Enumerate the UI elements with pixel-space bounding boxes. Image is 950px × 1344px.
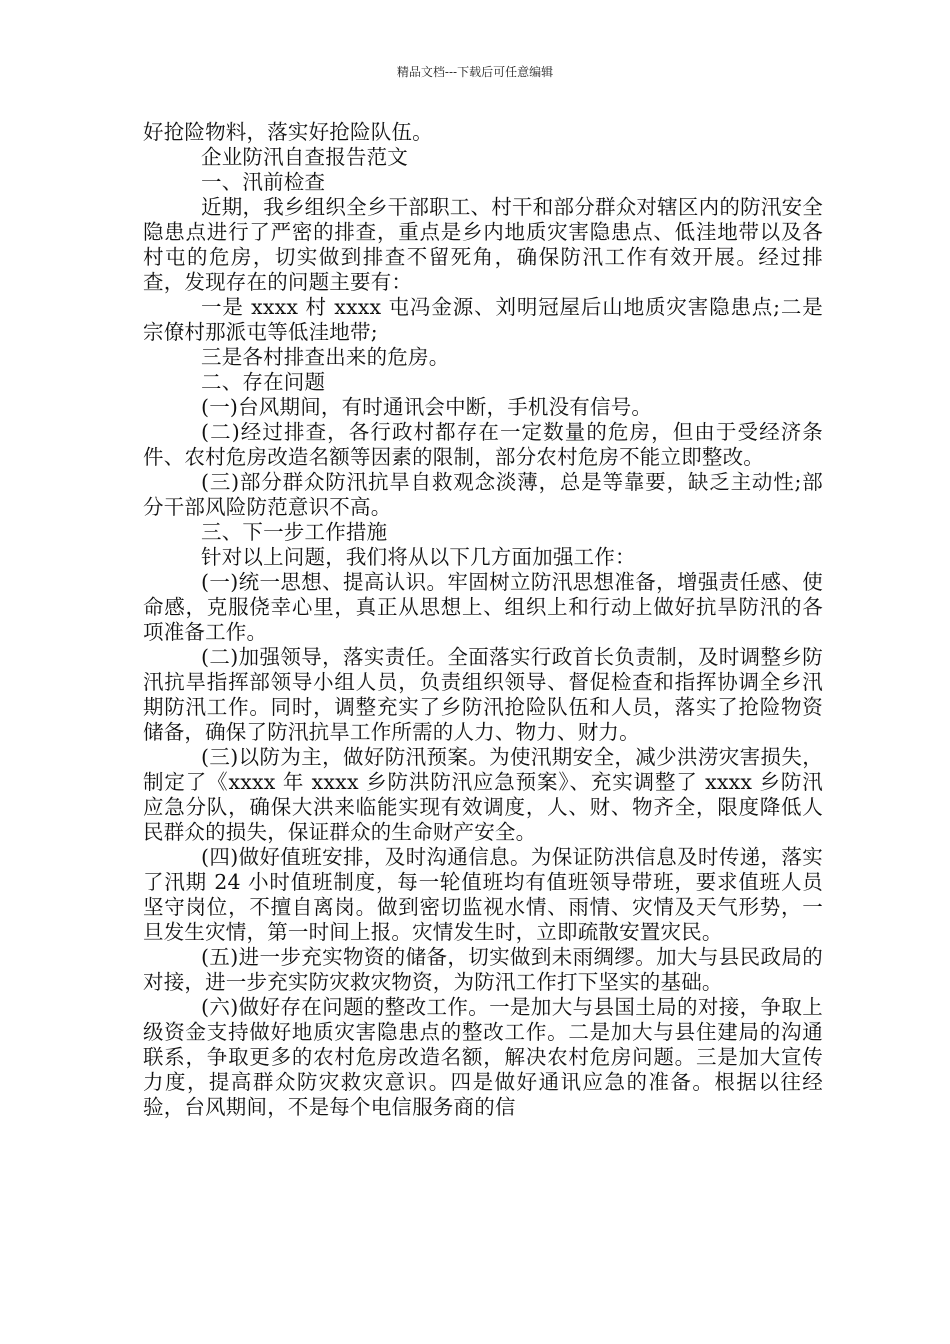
- paragraph: (三)部分群众防汛抗旱自救观念淡薄，总是等靠要，缺乏主动性;部分干部风险防范意识不高。: [143, 470, 823, 519]
- paragraph: 近期，我乡组织全乡干部职工、村干和部分群众对辖区内的防汛安全隐患点进行了严密的排查，重点是乡内地质灾害隐患点、低洼地带以及各村屯的危房，切实做到排查不留死角，确保防汛工作有效开展。经过排查，发现存在的问题主要有：: [143, 195, 823, 294]
- page-header: 精品文档---下载后可任意编辑: [396, 65, 554, 79]
- paragraph: (二)经过排查，各行政村都存在一定数量的危房，但由于受经济条件、农村危房改造名额等因素的限制，部分农村危房不能立即整改。: [143, 420, 823, 469]
- paragraph: (四)做好值班安排，及时沟通信息。为保证防洪信息及时传递，落实了汛期 24 小时值班制度，每一轮值班均有值班领导带班，要求值班人员坚守岗位，不擅自离岗。做到密切监视水情、雨情、灾情及天气形势，一旦发生灾情，第一时间上报。灾情发生时，立即疏散安置灾民。: [143, 845, 823, 944]
- paragraph: 三是各村排查出来的危房。: [201, 345, 450, 369]
- paragraph: 一是 xxxx 村 xxxx 屯冯金源、刘明冠屋后山地质灾害隐患点;二是宗僚村那派屯等低洼地带;: [143, 295, 823, 344]
- paragraph: (三)以防为主，做好防汛预案。为使汛期安全，减少洪涝灾害损失，制定了《xxxx 年 xxxx 乡防洪防汛应急预案》、充实调整了 xxxx 乡防汛应急分队，确保大洪来临能实现有效调度，人、财、物齐全，限度降低人民群众的损失，保证群众的生命财产安全。: [143, 745, 823, 844]
- paragraph: (一)台风期间，有时通讯会中断，手机没有信号。: [201, 395, 653, 419]
- paragraph: 好抢险物料，落实好抢险队伍。: [143, 120, 433, 144]
- document-body: [143, 120, 823, 1120]
- heading: 二、存在问题: [201, 370, 326, 394]
- paragraph: 针对以上问题，我们将从以下几方面加强工作：: [201, 545, 636, 569]
- paragraph: (六)做好存在问题的整改工作。一是加大与县国土局的对接，争取上级资金支持做好地质灾害隐患点的整改工作。二是加大与县住建局的沟通联系，争取更多的农村危房改造名额，解决农村危房问题。三是加大宣传力度，提高群众防灾救灾意识。四是做好通讯应急的准备。根据以往经验，台风期间，不是每个电信服务商的信: [143, 995, 823, 1119]
- paragraph: (一)统一思想、提高认识。牢固树立防汛思想准备，增强责任感、使命感，克服侥幸心里，真正从思想上、组织上和行动上做好抗旱防汛的各项准备工作。: [143, 570, 823, 644]
- paragraph: (二)加强领导，落实责任。全面落实行政首长负责制，及时调整乡防汛抗旱指挥部领导小组人员，负责组织领导、督促检查和指挥协调全乡汛期防汛工作。同时，调整充实了乡防汛抢险队伍和人员，落实了抢险物资储备，确保了防汛抗旱工作所需的人力、物力、财力。: [143, 645, 823, 744]
- heading: 一、汛前检查: [201, 170, 326, 194]
- section-title: 企业防汛自查报告范文: [201, 145, 408, 169]
- heading: 三、下一步工作措施: [201, 520, 388, 544]
- paragraph: (五)进一步充实物资的储备，切实做到未雨绸缪。加大与县民政局的对接，进一步充实防灾救灾物资，为防汛工作打下坚实的基础。: [143, 945, 823, 994]
